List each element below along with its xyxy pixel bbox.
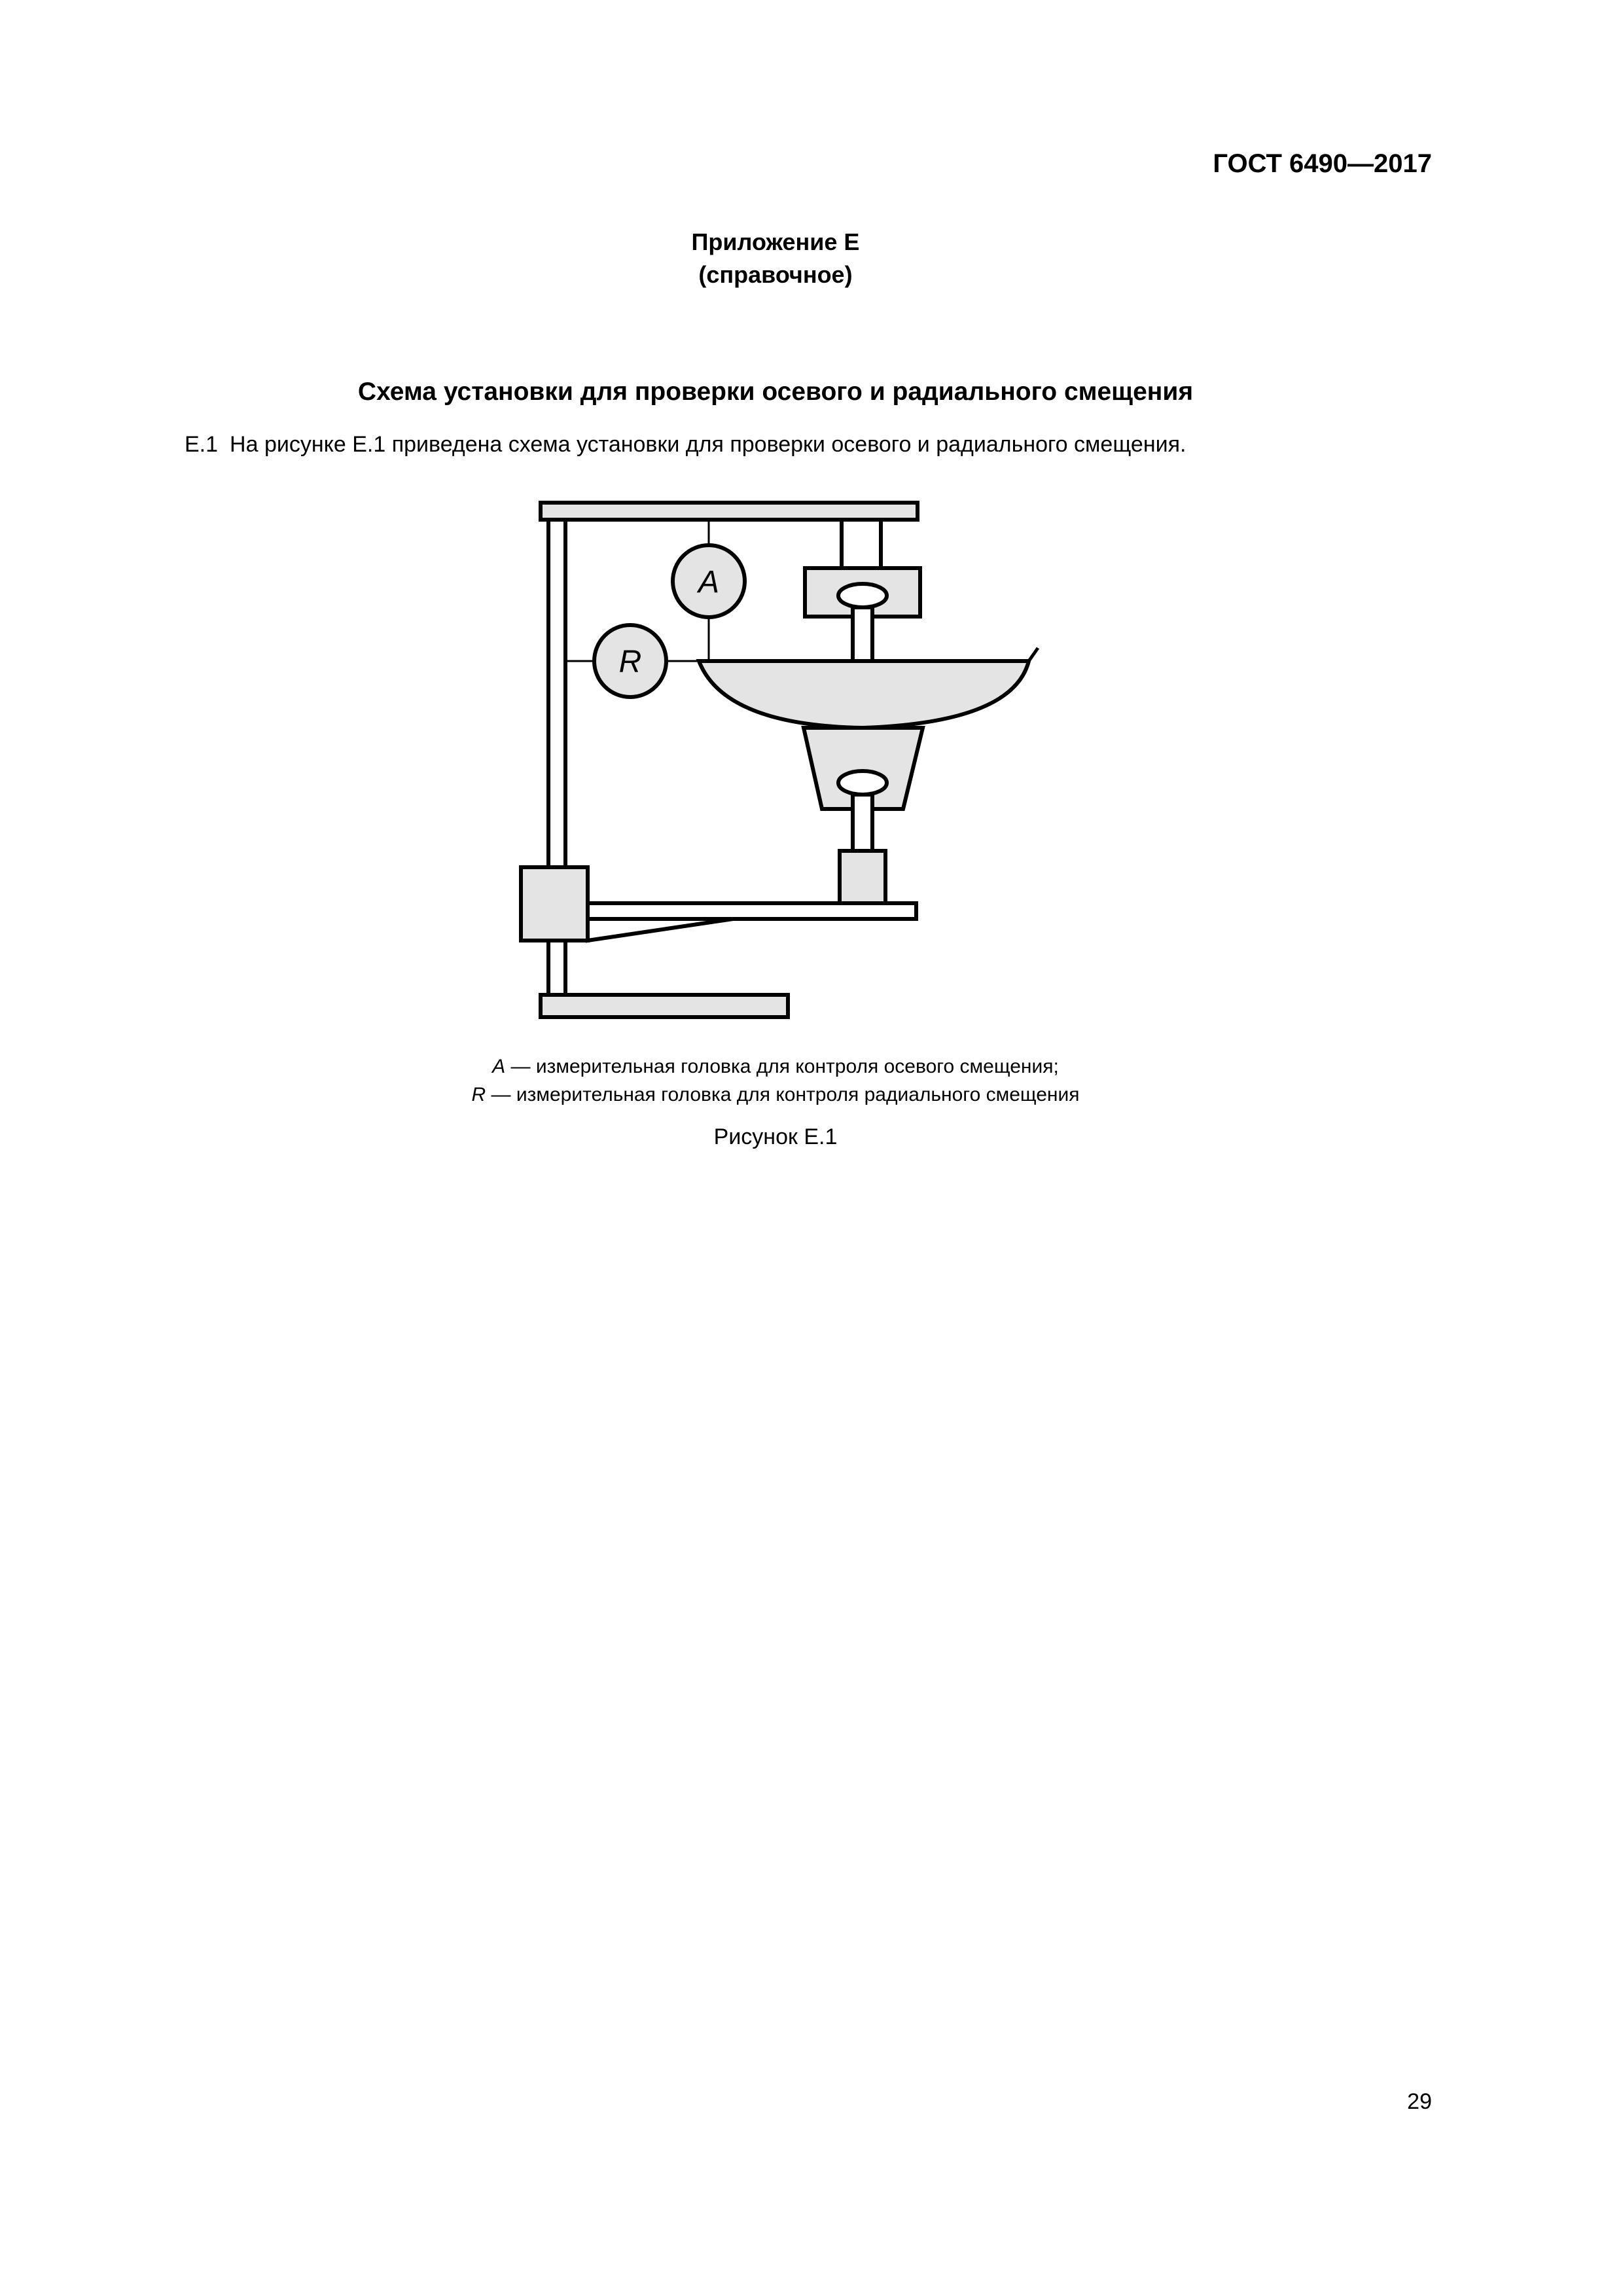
figure-legend <box>0 1052 1551 1109</box>
appendix-status: (справочное) <box>698 261 853 288</box>
clamp-block <box>521 867 588 941</box>
page-number: 29 <box>1407 2089 1432 2114</box>
section-title: Схема установки для проверки осевого и радиального смещения <box>357 378 1194 406</box>
lower-support <box>840 851 885 903</box>
lower-spindle <box>853 795 872 851</box>
upper-spindle <box>853 607 872 661</box>
bowl <box>699 661 1029 728</box>
lower-arm <box>588 903 916 919</box>
paragraph-number: Е.1 <box>185 432 219 457</box>
legend-text-a: — измерительная головка для контроля осевого смещения; <box>505 1056 1059 1077</box>
appendix-heading <box>0 226 1551 291</box>
arm-wedge <box>588 919 733 941</box>
lower-spindle-head <box>838 771 887 795</box>
legend-symbol-r: R <box>471 1084 486 1105</box>
test-setup-diagram <box>517 494 1073 1024</box>
legend-text-r: — измерительная головка для контроля радиального смещения <box>486 1084 1080 1105</box>
gauge-a-label: A <box>698 565 720 600</box>
base-plate <box>541 995 788 1017</box>
paragraph-text: На рисунке Е.1 приведена схема установки для проверки осевого и радиального смещения. <box>230 432 1186 457</box>
gauge-r-label: R <box>618 645 642 679</box>
bowl-rim-lip <box>1029 648 1038 661</box>
legend-symbol-a: A <box>492 1056 506 1077</box>
legend-item-a <box>0 1052 1551 1081</box>
appendix-title: Приложение Е <box>691 228 860 255</box>
legend-item-r <box>0 1081 1551 1109</box>
upper-rod <box>842 520 881 568</box>
document-code: ГОСТ 6490—2017 <box>1213 149 1432 178</box>
paragraph-e1 <box>185 432 1186 457</box>
top-beam <box>541 503 918 520</box>
figure-caption: Рисунок Е.1 <box>713 1124 838 1149</box>
upper-spindle-head <box>838 584 887 607</box>
